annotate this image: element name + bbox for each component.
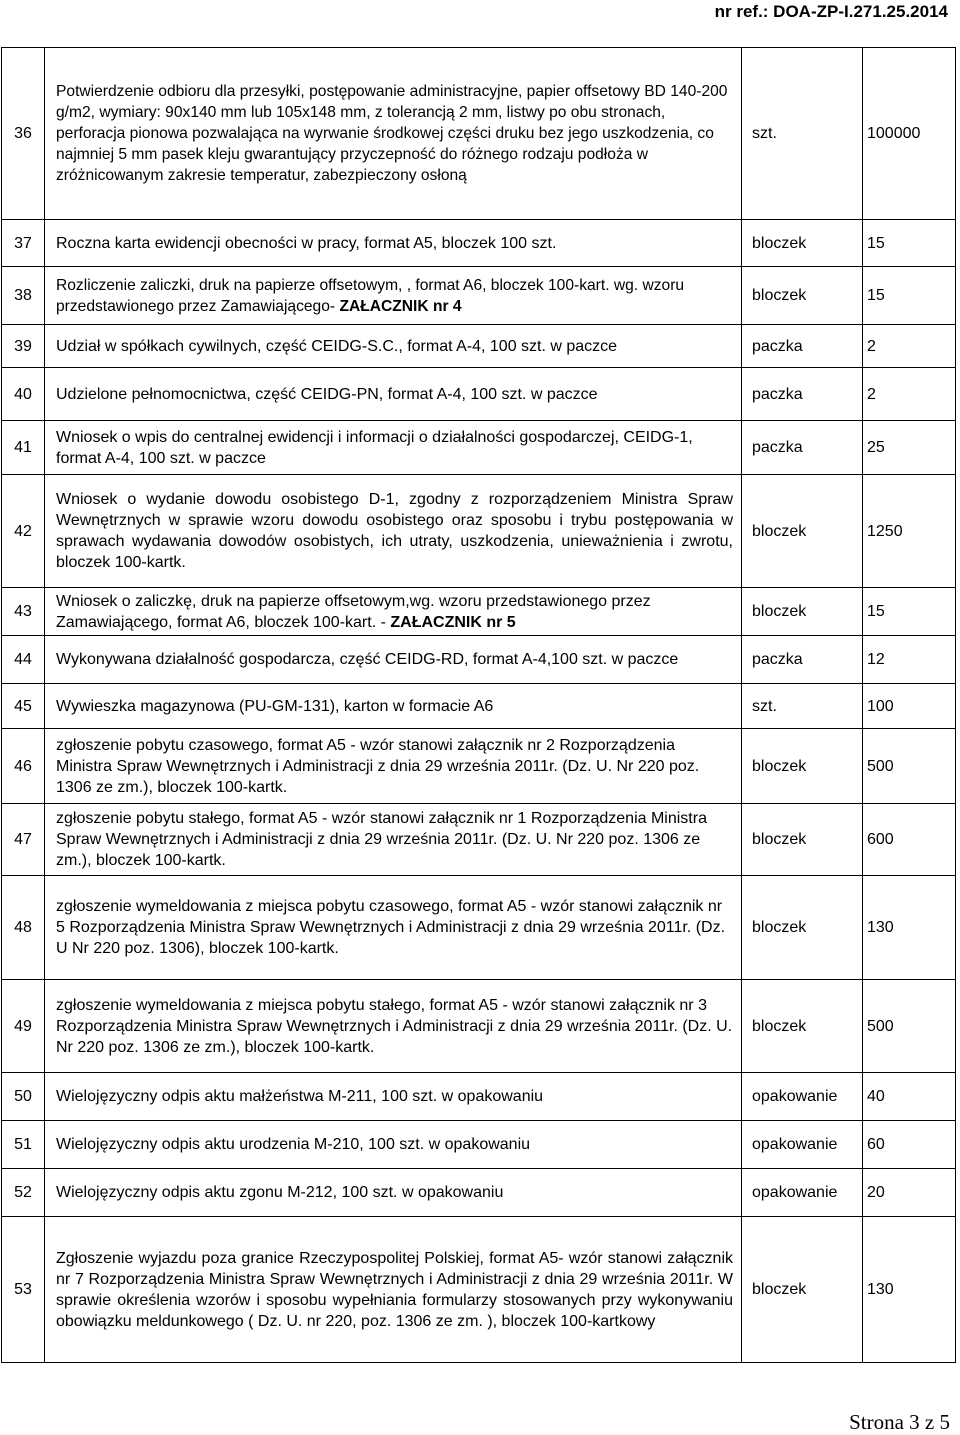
page-number-footer bbox=[849, 1410, 950, 1435]
item-unit: bloczek bbox=[742, 729, 863, 804]
table-row bbox=[2, 1169, 956, 1217]
page-label: Strona bbox=[849, 1410, 904, 1434]
item-unit: opakowanie bbox=[742, 1121, 863, 1169]
current-page: 3 bbox=[909, 1410, 920, 1434]
item-quantity: 15 bbox=[863, 220, 956, 267]
item-unit: szt. bbox=[742, 48, 863, 220]
table-row bbox=[2, 588, 956, 636]
table-row bbox=[2, 636, 956, 684]
item-description: Roczna karta ewidencji obecności w pracy, format A5, bloczek 100 szt. bbox=[45, 220, 742, 267]
item-description: zgłoszenie wymeldowania z miejsca pobytu czasowego, format A5 - wzór stanowi załącznik nr 5 Rozporządzenia Ministra Spraw Wewnętrznych i Administracji z dnia 29 września 2011r. (Dz. U Nr 220 poz. 1306), bloczek 100-kartk. bbox=[45, 876, 742, 980]
item-description: Wniosek o wydanie dowodu osobistego D-1, zgodny z rozporządzeniem Ministra Spraw Wewnętrznych w sprawie wzoru dowodu osobistego oraz sposobu i trybu postępowania w sprawach wydawania dowodów osobistych, ich utraty, uszkodzenia, unieważnienia i zwrotu, bloczek 100-kartk. bbox=[45, 475, 742, 588]
table-row bbox=[2, 729, 956, 804]
item-quantity: 2 bbox=[863, 325, 956, 368]
table-row bbox=[2, 475, 956, 588]
item-quantity: 500 bbox=[863, 729, 956, 804]
row-number: 49 bbox=[2, 980, 45, 1073]
table-row bbox=[2, 980, 956, 1073]
item-description bbox=[45, 267, 742, 325]
item-unit: opakowanie bbox=[742, 1169, 863, 1217]
item-quantity: 25 bbox=[863, 421, 956, 475]
row-number: 38 bbox=[2, 267, 45, 325]
item-quantity: 1250 bbox=[863, 475, 956, 588]
item-description: Wywieszka magazynowa (PU-GM-131), karton w formacie A6 bbox=[45, 684, 742, 729]
item-description: zgłoszenie pobytu czasowego, format A5 - wzór stanowi załącznik nr 2 Rozporządzenia Ministra Spraw Wewnętrznych i Administracji z dnia 29 września 2011r. (Dz. U. Nr 220 poz. 1306 ze zm.), bloczek 100-kartk. bbox=[45, 729, 742, 804]
table-row bbox=[2, 876, 956, 980]
table-row bbox=[2, 1121, 956, 1169]
item-description: zgłoszenie pobytu stałego, format A5 - wzór stanowi załącznik nr 1 Rozporządzenia Ministra Spraw Wewnętrznych i Administracji z dnia 29 września 2011r. (Dz. U. Nr 220 poz. 1306 ze zm.), bloczek 100-kartk. bbox=[45, 804, 742, 876]
item-unit: bloczek bbox=[742, 475, 863, 588]
table-row bbox=[2, 48, 956, 220]
item-quantity: 12 bbox=[863, 636, 956, 684]
table-row bbox=[2, 1217, 956, 1363]
table-row bbox=[2, 220, 956, 267]
item-quantity: 2 bbox=[863, 368, 956, 421]
row-number: 47 bbox=[2, 804, 45, 876]
item-quantity: 15 bbox=[863, 588, 956, 636]
item-quantity: 130 bbox=[863, 1217, 956, 1363]
item-unit: bloczek bbox=[742, 220, 863, 267]
table-row bbox=[2, 267, 956, 325]
item-quantity: 100 bbox=[863, 684, 956, 729]
item-unit: bloczek bbox=[742, 876, 863, 980]
item-unit: bloczek bbox=[742, 980, 863, 1073]
row-number: 37 bbox=[2, 220, 45, 267]
item-description bbox=[45, 588, 742, 636]
item-description: Zgłoszenie wyjazdu poza granice Rzeczypospolitej Polskiej, format A5- wzór stanowi załącznik nr 7 Rozporządzenia Ministra Spraw Wewnętrznych i Administracji z dnia 29 września 2011r. W sprawie określenia wzorów i sposobu wypełniania formularzy stosowanych przy wykonywaniu obowiązku meldunkowego ( Dz. U. nr 220, poz. 1306 ze zm. ), bloczek 100-kartkowy bbox=[45, 1217, 742, 1363]
row-number: 39 bbox=[2, 325, 45, 368]
item-description: Wielojęzyczny odpis aktu zgonu M-212, 100 szt. w opakowaniu bbox=[45, 1169, 742, 1217]
item-quantity: 500 bbox=[863, 980, 956, 1073]
item-quantity: 40 bbox=[863, 1073, 956, 1121]
row-number: 41 bbox=[2, 421, 45, 475]
item-description: Wykonywana działalność gospodarcza, część CEIDG-RD, format A-4,100 szt. w paczce bbox=[45, 636, 742, 684]
items-table bbox=[1, 47, 956, 1363]
row-number: 48 bbox=[2, 876, 45, 980]
attachment-reference: ZAŁACZNIK nr 4 bbox=[339, 297, 462, 315]
item-unit: paczka bbox=[742, 368, 863, 421]
item-unit: bloczek bbox=[742, 1217, 863, 1363]
row-number: 52 bbox=[2, 1169, 45, 1217]
attachment-reference: ZAŁACZNIK nr 5 bbox=[390, 613, 516, 631]
item-description: Wniosek o wpis do centralnej ewidencji i informacji o działalności gospodarczej, CEIDG-1, format A-4, 100 szt. w paczce bbox=[45, 421, 742, 475]
table-row bbox=[2, 368, 956, 421]
item-quantity: 20 bbox=[863, 1169, 956, 1217]
row-number: 36 bbox=[2, 48, 45, 220]
item-quantity: 130 bbox=[863, 876, 956, 980]
row-number: 43 bbox=[2, 588, 45, 636]
item-quantity: 600 bbox=[863, 804, 956, 876]
item-description-text: Rozliczenie zaliczki, druk na papierze offsetowym, , format A6, bloczek 100-kart. wg. wzoru przedstawionego przez Zamawiającego- bbox=[56, 276, 685, 315]
row-number: 45 bbox=[2, 684, 45, 729]
item-description: Udział w spółkach cywilnych, część CEIDG-S.C., format A-4, 100 szt. w paczce bbox=[45, 325, 742, 368]
item-unit: opakowanie bbox=[742, 1073, 863, 1121]
item-unit: paczka bbox=[742, 636, 863, 684]
item-description: Udzielone pełnomocnictwa, część CEIDG-PN, format A-4, 100 szt. w paczce bbox=[45, 368, 742, 421]
item-description: Wielojęzyczny odpis aktu małżeństwa M-211, 100 szt. w opakowaniu bbox=[45, 1073, 742, 1121]
row-number: 46 bbox=[2, 729, 45, 804]
table-row bbox=[2, 684, 956, 729]
item-quantity: 60 bbox=[863, 1121, 956, 1169]
row-number: 44 bbox=[2, 636, 45, 684]
item-description: Wielojęzyczny odpis aktu urodzenia M-210, 100 szt. w opakowaniu bbox=[45, 1121, 742, 1169]
item-quantity: 15 bbox=[863, 267, 956, 325]
row-number: 53 bbox=[2, 1217, 45, 1363]
document-reference: nr ref.: DOA-ZP-I.271.25.2014 bbox=[714, 2, 948, 21]
item-unit: bloczek bbox=[742, 267, 863, 325]
item-description: zgłoszenie wymeldowania z miejsca pobytu stałego, format A5 - wzór stanowi załącznik nr 3 Rozporządzenia Ministra Spraw Wewnętrznych i Administracji z dnia 29 września 2011r. (Dz. U. Nr 220 poz. 1306 ze zm.), bloczek 100-kartk. bbox=[45, 980, 742, 1073]
item-description-text: Wniosek o zaliczkę, druk na papierze offsetowym,wg. wzoru przedstawionego przez Zamawiającego, format A6, bloczek 100-kart. - bbox=[56, 592, 651, 631]
row-number: 51 bbox=[2, 1121, 45, 1169]
table-row bbox=[2, 421, 956, 475]
item-unit: bloczek bbox=[742, 804, 863, 876]
item-unit: paczka bbox=[742, 421, 863, 475]
item-unit: bloczek bbox=[742, 588, 863, 636]
item-unit: szt. bbox=[742, 684, 863, 729]
table-row bbox=[2, 1073, 956, 1121]
page-separator: z bbox=[924, 1410, 935, 1434]
item-quantity: 100000 bbox=[863, 48, 956, 220]
item-unit: paczka bbox=[742, 325, 863, 368]
total-pages: 5 bbox=[939, 1410, 950, 1434]
table-row bbox=[2, 325, 956, 368]
row-number: 42 bbox=[2, 475, 45, 588]
row-number: 50 bbox=[2, 1073, 45, 1121]
table-row bbox=[2, 804, 956, 876]
item-description: Potwierdzenie odbioru dla przesyłki, postępowanie administracyjne, papier offsetowy BD 140-200 g/m2, wymiary: 90x140 mm lub 105x148 mm, z tolerancją 2 mm, listwy po obu stronach, perforacja pionowa pozwalająca na wyrwanie środkowej części druku bez jego uszkodzenia, co najmniej 5 mm pasek kleju gwarantujący przyczepność do różnego rodzaju podłoża w zróżnicowanym zakresie temperatur, zabezpieczony osłoną bbox=[45, 48, 742, 220]
row-number: 40 bbox=[2, 368, 45, 421]
